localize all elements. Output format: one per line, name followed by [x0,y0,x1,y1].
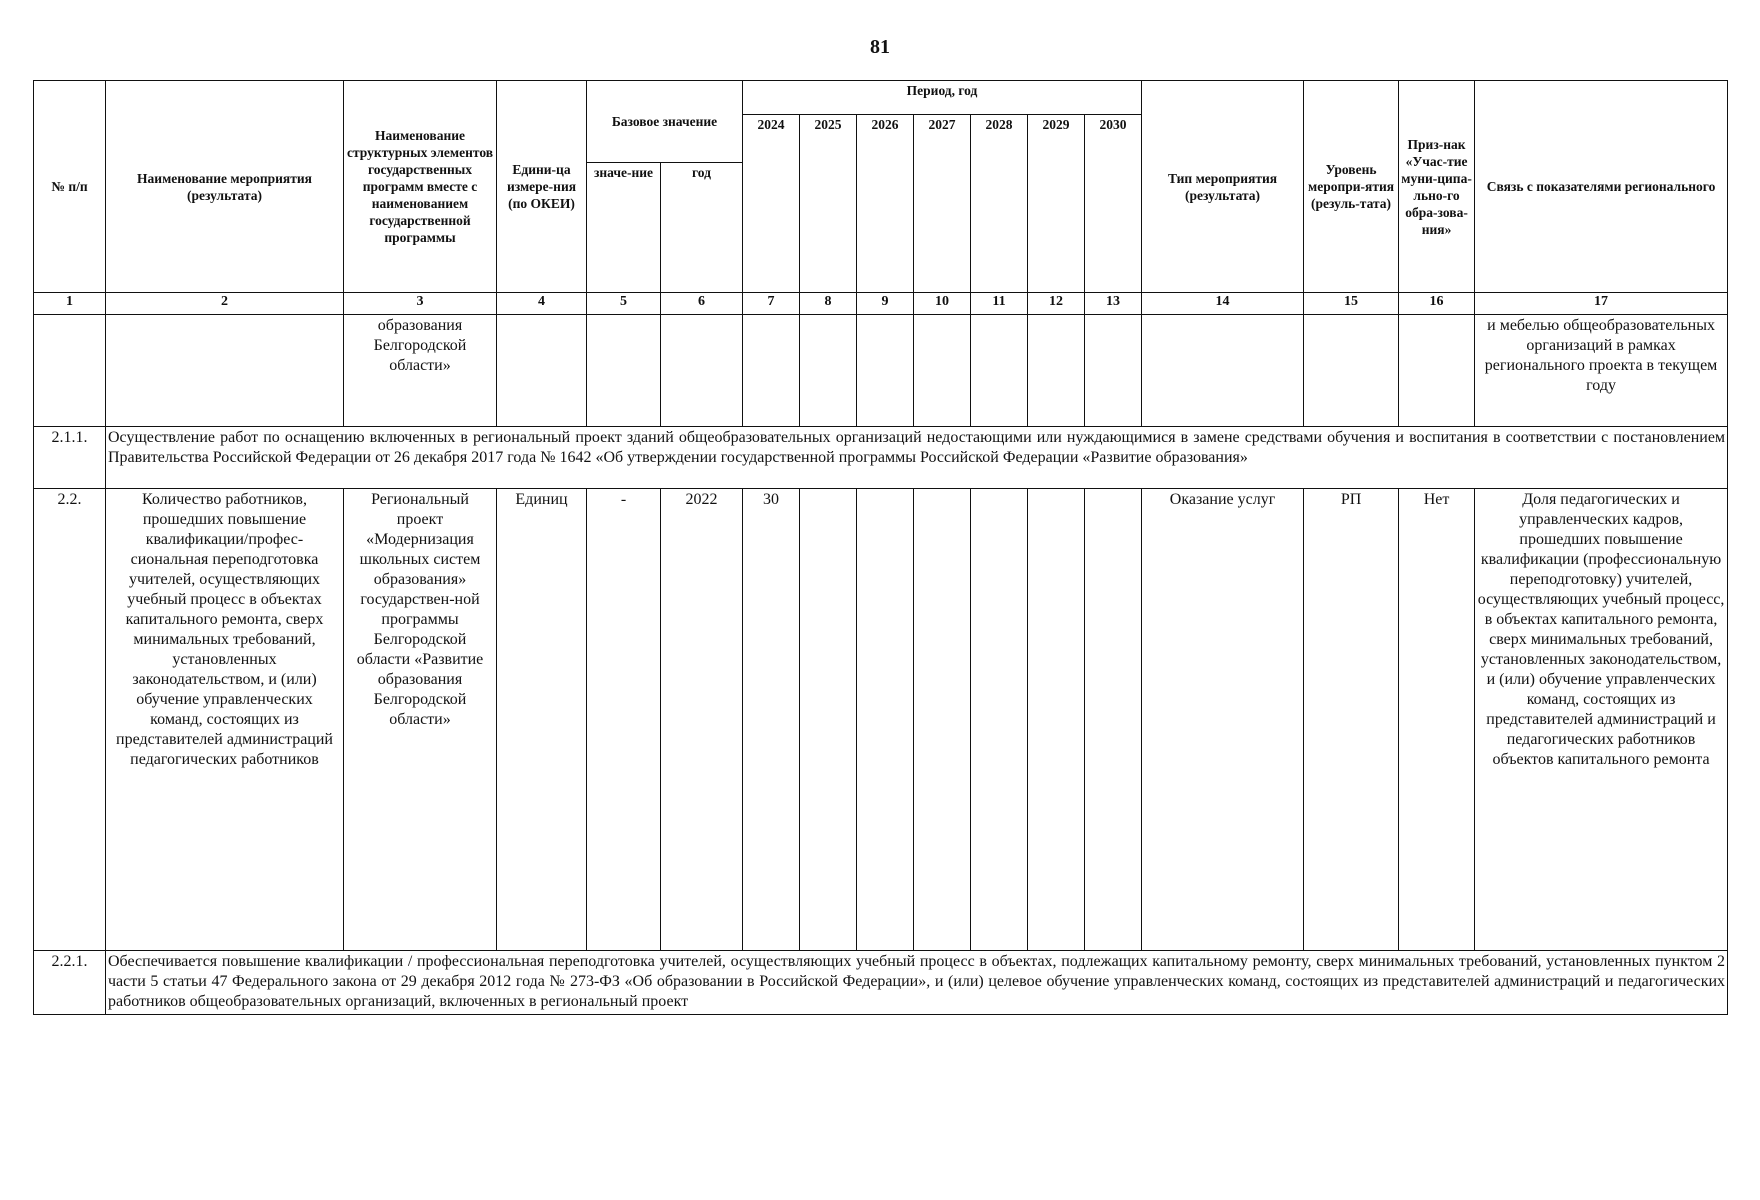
task-description: Обеспечивается повышение квалификации / профессиональная переподготовка учителей, осуществляющих учебный процесс в объектах, подлежащих капитальному ремонту, сверх минимальных требований, установленных пунктом 2 части 5 статьи 47 Федерального закона от 29 декабря 2012 года № 273-ФЗ «Об образовании в Российской Федерации», и (или) целевое обучение управленческих команд, состоящих из представителей администраций и педагогических работников общеобразовательных организаций, включенных в региональный проект [106,951,1728,1015]
cell-empty [971,489,1028,951]
column-number: 11 [971,293,1028,315]
cell-empty [1142,315,1304,427]
table-row [34,315,1728,427]
cell-empty [1085,315,1142,427]
cell-empty [914,489,971,951]
header-type: Тип мероприятия (результата) [1142,81,1304,293]
page-number: 81 [870,36,890,58]
measure-name: Количество работников, прошедших повышение квалификации/профес-сиональная переподготовка учителей, осуществляющих учебный процесс в объектах капитального ремонта, сверх минимальных требований, установленных законодательством, и (или) обучение управленческих команд, состоящих из представителей администраций педагогических работников [106,489,344,951]
cell-empty [106,315,344,427]
row-number: 2.1.1. [34,427,106,489]
table-row [34,951,1728,1015]
cell-empty [1028,315,1085,427]
header-level: Уровень меропри-ятия (резуль-тата) [1304,81,1399,293]
table-row [34,427,1728,489]
column-number: 9 [857,293,914,315]
row-number: 2.2.1. [34,951,106,1015]
column-number: 13 [1085,293,1142,315]
column-number: 7 [743,293,800,315]
header-year-2028: 2028 [971,115,1028,293]
link-cell: Доля педагогических и управленческих кадров, прошедших повышение квалификации (профессиональную переподготовку) учителей, осуществляющих учебный процесс, в объектах капитального ремонта, сверх минимальных требований, установленных законодательством, и (или) обучение управленческих команд, состоящих из представителей администраций и педагогических работников объектов капитального ремонта [1475,489,1728,951]
cell-empty [857,315,914,427]
cell-empty [497,315,587,427]
header-name: Наименование мероприятия (результата) [106,81,344,293]
column-number: 3 [344,293,497,315]
column-number: 16 [1399,293,1475,315]
link-cell: и мебелью общеобразовательных организаций в рамках регионального проекта в текущем году [1475,315,1728,427]
header-unit: Едини-ца измере-ния (по ОКЕИ) [497,81,587,293]
header-year-2026: 2026 [857,115,914,293]
cell-empty [800,489,857,951]
cell-empty [34,315,106,427]
column-number: 14 [1142,293,1304,315]
header-num: № п/п [34,81,106,293]
cell-empty [1399,315,1475,427]
column-number: 4 [497,293,587,315]
struct-cell: Региональный проект «Модернизация школьных систем образования» государствен-ной программы Белгородской области «Развитие образования Белгородской области» [344,489,497,951]
column-number: 8 [800,293,857,315]
measures-table [33,80,1728,1015]
base-value-cell: - [587,489,661,951]
header-municipal: Приз-нак «Учас-тие муни-ципа-льно-го обра-зова-ния» [1399,81,1475,293]
column-number: 2 [106,293,344,315]
column-number: 15 [1304,293,1399,315]
column-number: 5 [587,293,661,315]
struct-cell: образования Белгородской области» [344,315,497,427]
cell-empty [914,315,971,427]
type-cell: Оказание услуг [1142,489,1304,951]
cell-empty [1028,489,1085,951]
task-description: Осуществление работ по оснащению включенных в региональный проект зданий общеобразовательных организаций недостающими или нуждающимися в замене средствами обучения и воспитания в соответствии с постановлением Правительства Российской Федерации от 26 декабря 2017 года № 1642 «Об утверждении государственной программы Российской Федерации «Развитие образования» [106,427,1728,489]
header-year-2027: 2027 [914,115,971,293]
header-year-2025: 2025 [800,115,857,293]
header-base-year: год [661,163,743,293]
unit-cell: Единиц [497,489,587,951]
cell-empty [1304,315,1399,427]
cell-empty [1085,489,1142,951]
level-cell: РП [1304,489,1399,951]
header-row [34,81,1728,115]
cell-empty [971,315,1028,427]
column-number: 6 [661,293,743,315]
header-year-2030: 2030 [1085,115,1142,293]
cell-empty [800,315,857,427]
header-struct: Наименование структурных элементов государственных программ вместе с наименованием государственной программы [344,81,497,293]
table-row [34,489,1728,951]
year-2024-cell: 30 [743,489,800,951]
header-year-2024: 2024 [743,115,800,293]
municipal-cell: Нет [1399,489,1475,951]
column-number: 10 [914,293,971,315]
column-number: 1 [34,293,106,315]
column-number-row [34,293,1728,315]
header-year-2029: 2029 [1028,115,1085,293]
column-number: 12 [1028,293,1085,315]
row-number: 2.2. [34,489,106,951]
base-year-cell: 2022 [661,489,743,951]
header-base-value: значе-ние [587,163,661,293]
header-period: Период, год [743,81,1142,115]
column-number: 17 [1475,293,1728,315]
cell-empty [587,315,661,427]
header-base: Базовое значение [587,81,743,163]
cell-empty [857,489,914,951]
header-link: Связь с показателями регионального [1475,81,1728,293]
cell-empty [743,315,800,427]
cell-empty [661,315,743,427]
